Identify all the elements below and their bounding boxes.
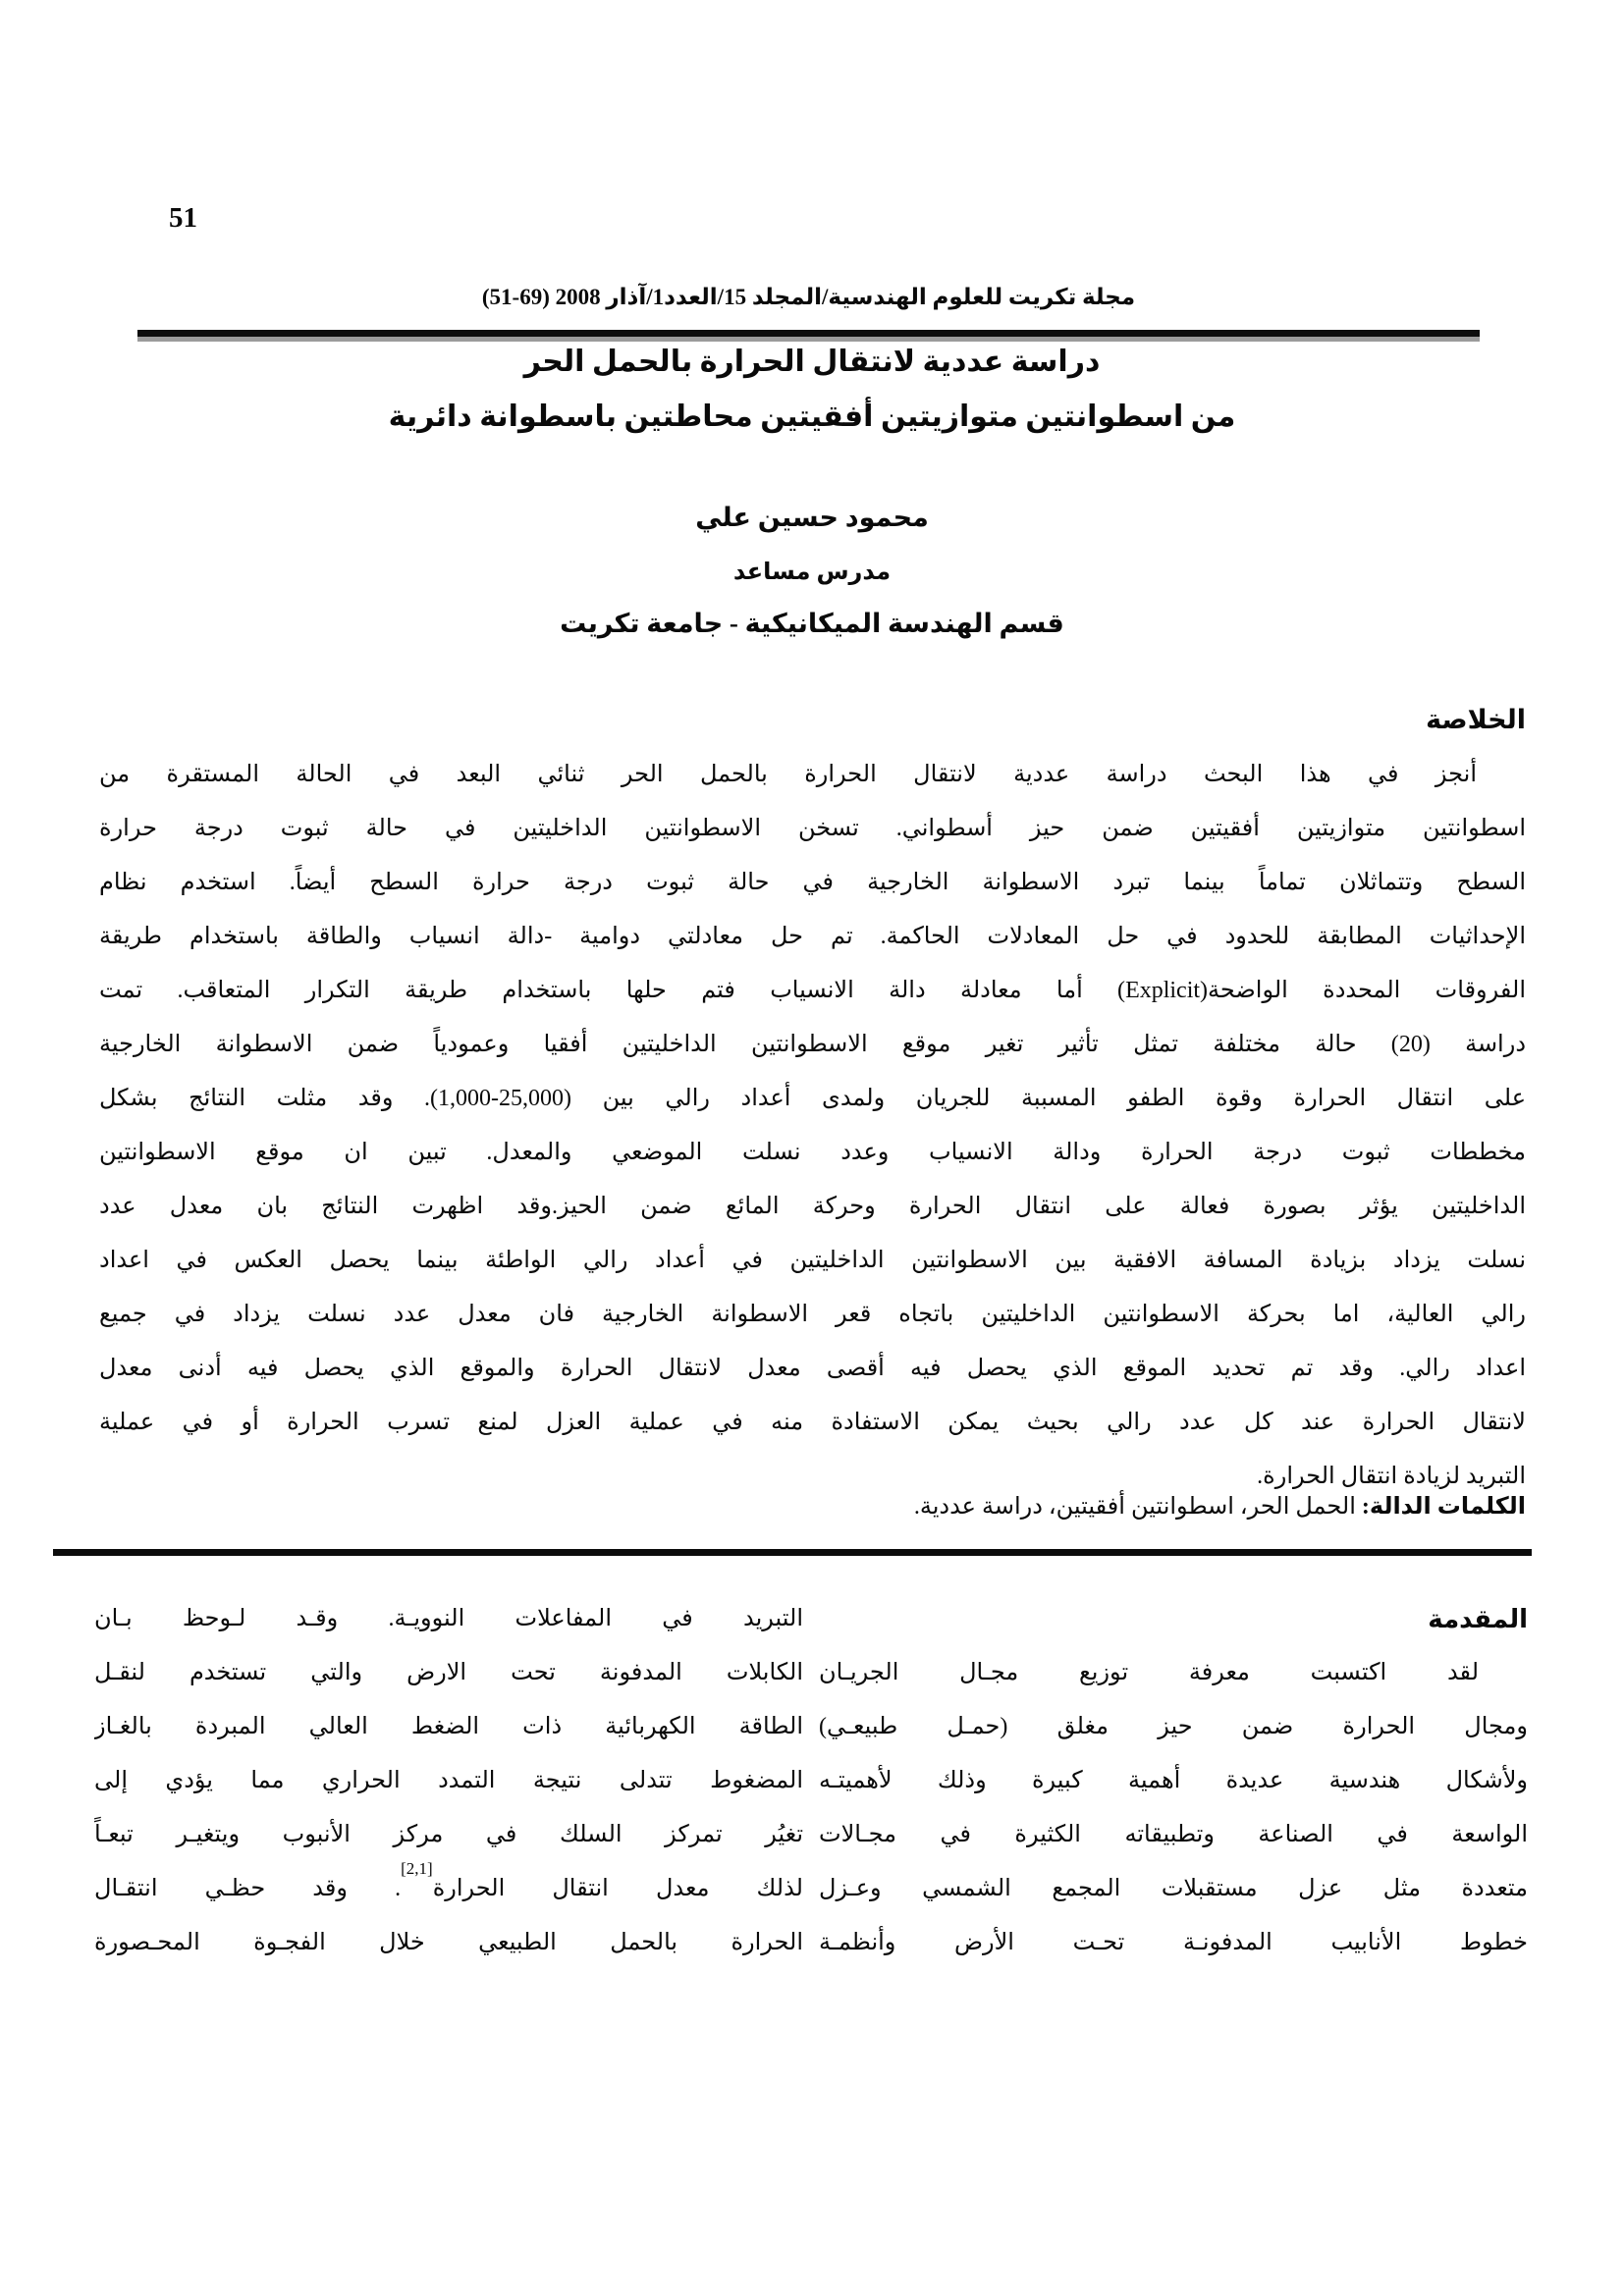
intro-column-left: [94, 1592, 803, 1970]
section-separator-rule: [53, 1549, 1532, 1556]
abstract-line: السطح وتتماثلان تماماً بينما تبرد الاسطوانة الخارجية في حالة ثبوت درجة حرارة السطح أيضاً. استخدم نظام: [99, 870, 1526, 895]
citation-superscript: [2,1]: [401, 1862, 433, 1878]
intro-right-line: متعددة مثل عزل مستقبلات المجمع الشمسي وعـزل: [819, 1876, 1528, 1901]
abstract-line: اعداد رالي. وقد تم تحديد الموقع الذي يحصل فيه أقصى معدل لانتقال الحرارة والموقع الذي يحصل فيه أدنى معدل: [99, 1356, 1526, 1381]
keywords-text: الحمل الحر، اسطوانتين أفقيتين، دراسة عددية.: [913, 1494, 1362, 1520]
reference-line-pre: لذلك معدل انتقال الحرارة: [432, 1876, 803, 1901]
intro-left-line: التبريد في المفاعلات النوويـة. وقـد لـوحظ بـان: [94, 1606, 803, 1631]
paper-title-line-1: دراسة عددية لانتقال الحرارة بالحمل الحر: [523, 346, 1101, 378]
abstract-line: الإحداثيات المطابقة للحدود في حل المعادلات الحاكمة. تم حل معادلتي دوامية -دالة انسياب والطاقة باستخدام طريقة: [99, 924, 1526, 949]
intro-left-line: تغيُر تمركز السلك في مركز الأنبوب ويتغيـر تبعـاً: [94, 1822, 803, 1847]
abstract-line: لانتقال الحرارة عند كل عدد رالي بحيث يمكن الاستفادة منه في عملية العزل لمنع تسرب الحرارة أو في عملية: [99, 1410, 1526, 1435]
abstract-line: الداخليتين يؤثر بصورة فعالة على انتقال الحرارة وحركة المائع ضمن الحيز.وقد اظهرت النتائج بان معدل عدد: [99, 1194, 1526, 1219]
intro-right-line: لقد اكتسبت معرفة توزيع مجـال الجريـان: [819, 1660, 1479, 1685]
intro-left-line: الحرارة بالحمل الطبيعي خلال الفجـوة المحـصورة: [94, 1930, 803, 1955]
journal-header: مجلة تكريت للعلوم الهندسية/المجلد 15/العدد1/آذار 2008 (69-51): [481, 285, 1136, 309]
abstract-line: التبريد لزيادة انتقال الحرارة.: [1257, 1464, 1526, 1489]
abstract-line: نسلت يزداد بزيادة المسافة الافقية بين الاسطوانتين الداخليتين في أعداد رالي الواطئة بينما يحصل العكس في اعداد: [99, 1248, 1526, 1273]
author-name: محمود حسين علي: [695, 503, 929, 532]
abstract-body: [99, 748, 1526, 1504]
intro-right-line: ولأشكال هندسية عديدة أهمية كبيرة وذلك لأهميتـه: [819, 1768, 1528, 1793]
intro-left-line: المضغوط تتدلى نتيجة التمدد الحراري مما يؤدي إلى: [94, 1768, 803, 1793]
intro-column-right: [819, 1592, 1528, 1970]
reference-line-post: . وقد حظـي انتقـال: [94, 1876, 402, 1901]
paper-title-line-2: من اسطوانتين متوازيتين أفقيتين محاطتين باسطوانة دائرية: [388, 400, 1236, 433]
abstract-line: اسطوانتين متوازيتين أفقيتين ضمن حيز أسطواني. تسخن الاسطوانتين الداخليتين في حالة ثبوت درجة حرارة: [99, 816, 1526, 841]
abstract-line: أنجز في هذا البحث دراسة عددية لانتقال الحرارة بالحمل الحر ثنائي البعد في الحالة المستقرة من: [99, 762, 1477, 787]
abstract-line: مخططات ثبوت درجة الحرارة ودالة الانسياب وعدد نسلت الموضعي والمعدل. تبين ان موقع الاسطوانتين: [99, 1140, 1526, 1165]
intro-right-line: خطوط الأنابيب المدفونـة تحـت الأرض وأنظمـة: [819, 1930, 1528, 1955]
author-affiliation: قسم الهندسة الميكانيكية - جامعة تكريت: [560, 609, 1064, 638]
intro-left-line: الكابلات المدفونة تحت الارض والتي تستخدم لنقـل: [94, 1660, 803, 1685]
abstract-line: على انتقال الحرارة وقوة الطفو المسببة للجريان ولمدى أعداد رالي بين (25,000-1,000). وقد مثلت النتائج بشكل: [99, 1086, 1526, 1111]
author-degree: مدرس مساعد: [732, 560, 892, 585]
keywords-label: الكلمات الدالة:: [1361, 1494, 1526, 1520]
introduction-heading: المقدمة: [1428, 1605, 1528, 1633]
abstract-line: رالي العالية، اما بحركة الاسطوانتين الداخليتين باتجاه قعر الاسطوانة الخارجية فان معدل عدد نسلت يزداد في جميع: [99, 1302, 1526, 1327]
page-number: 51: [169, 202, 197, 234]
abstract-line: دراسة (20) حالة مختلفة تمثل تأثير تغير موقع الاسطوانتين الداخليتين أفقيا وعمودياً ضمن الاسطوانة الخارجية: [99, 1032, 1526, 1057]
intro-left-line: الطاقة الكهربائية ذات الضغط العالي المبردة بالغـاز: [94, 1714, 803, 1739]
intro-right-line: ومجال الحرارة ضمن حيز مغلق (حمـل طبيعـي): [819, 1714, 1528, 1739]
paper-title: [0, 335, 1624, 445]
abstract-heading: الخلاصة: [1426, 705, 1526, 734]
intro-right-line: الواسعة في الصناعة وتطبيقاته الكثيرة في مجـالات: [819, 1822, 1528, 1847]
intro-left-line-with-reference: [94, 1862, 803, 1916]
abstract-line: الفروقات المحددة الواضحة(Explicit) أما معادلة دالة الانسياب فتم حلها باستخدام طريقة التكرار المتعاقب. تمت: [99, 978, 1526, 1003]
keywords-line: [99, 1480, 1526, 1534]
